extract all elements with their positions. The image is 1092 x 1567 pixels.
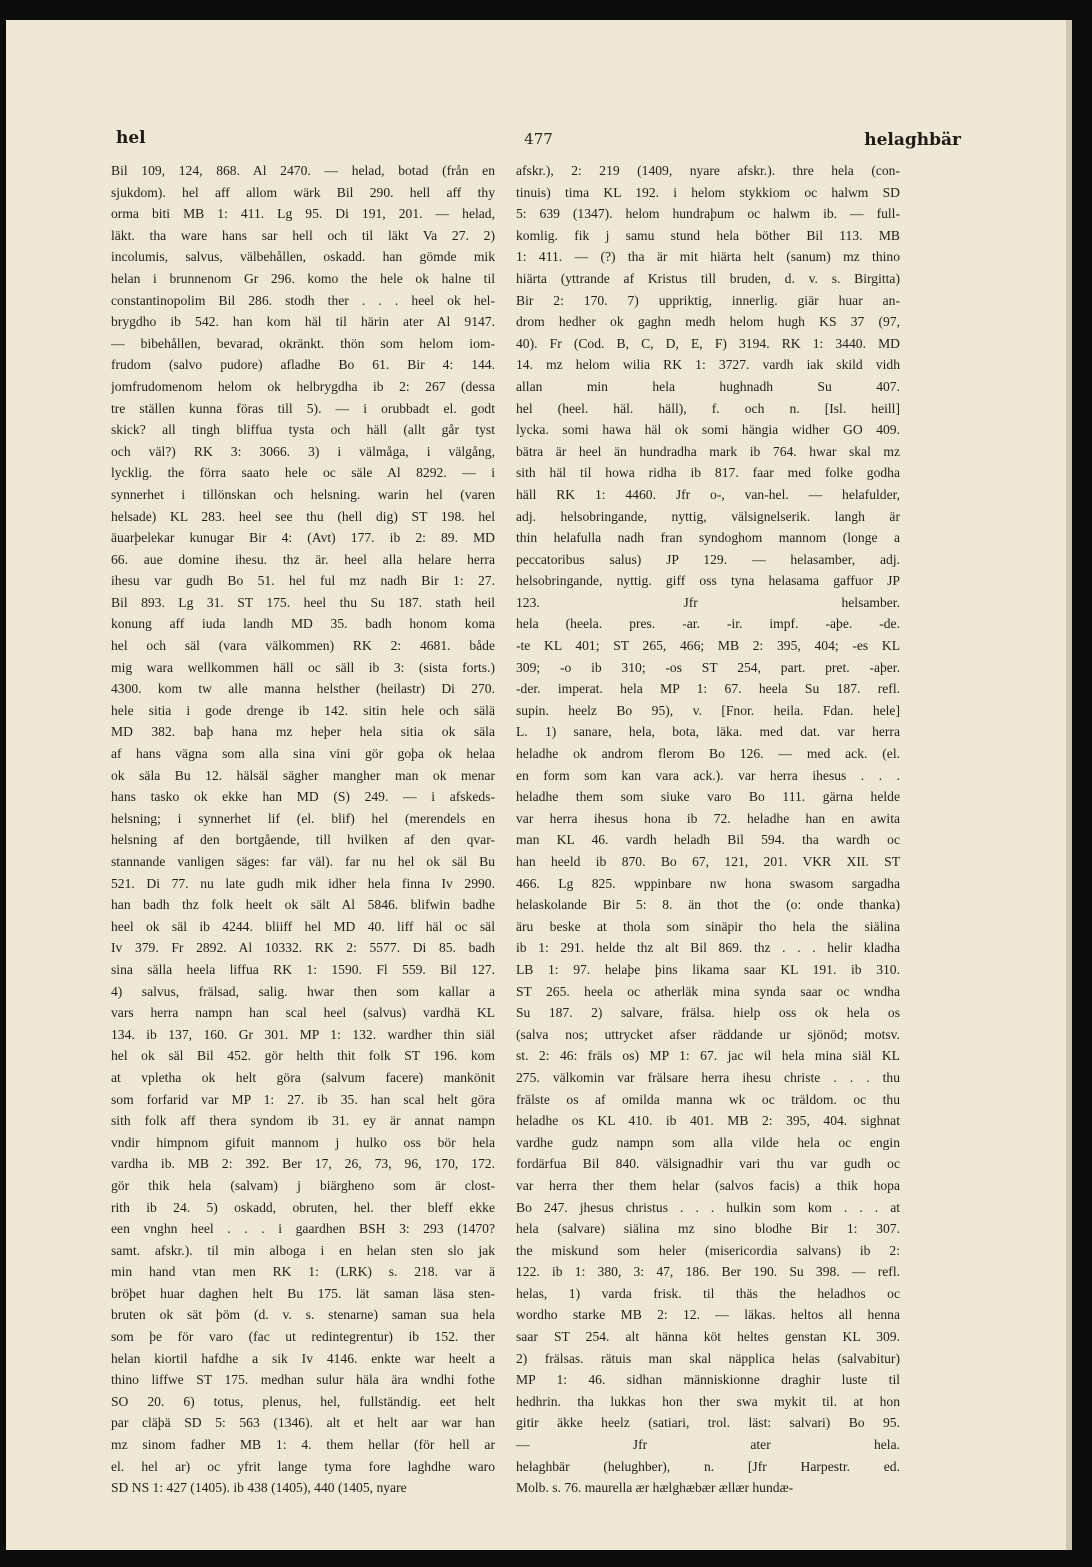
text-line: tinuis) tima KL 192. i helom stykkiom oc halwm SD <box>516 184 900 200</box>
text-line: som þe för varo (fac ut redintegrentur) ib 152. ther <box>111 1329 495 1345</box>
text-line: 122. ib 1: 380, 3: 47, 186. Ber 190. Su 398. — refl. <box>516 1264 900 1280</box>
text-line: MP 1: 46. sidhan människionne draghir luste til <box>516 1372 900 1388</box>
text-line: hela (salvare) siälina mz sino blodhe Bir 1: 307. <box>516 1221 900 1237</box>
text-line: (salva nos; uttrycket afser räddande ur sjönöd; motsv. <box>516 1026 900 1042</box>
text-line: äuarþelekar kunugar Bir 4: (Avt) 177. ib 2: 89. MD <box>111 530 495 546</box>
text-line: 134. ib 137, 160. Gr 301. MP 1: 132. wardher thin siäl <box>111 1026 495 1042</box>
text-line: st. 2: 46: fräls os) MP 1: 67. jac wil hela mina siäl KL <box>516 1048 900 1064</box>
text-line: Molb. s. 76. maurella ær hælghæbær ællær hundæ- <box>516 1480 794 1496</box>
text-line: jomfrudomenom helom ok helbrygdha ib 2: 267 (dessa <box>111 378 495 394</box>
page-sheet <box>6 20 1072 1550</box>
text-line: frudom (salvo pudore) afladhe Bo 61. Bir 4: 144. <box>111 357 495 373</box>
text-line: ST 265. heela oc atherläk mina synda saar oc wndha <box>516 983 900 999</box>
text-line: SO 20. 6) totus, plenus, hel, fullständig. eet helt <box>111 1393 495 1409</box>
text-line: -der. imperat. hela MP 1: 67. heela Su 187. refl. <box>516 681 900 697</box>
text-line: thino liffwe ST 175. medhan sulur häla ära wndhi fothe <box>111 1372 495 1388</box>
text-line: Bil 893. Lg 31. ST 175. heel thu Su 187. stath heil <box>111 594 495 610</box>
text-line: SD NS 1: 427 (1405). ib 438 (1405), 440 (1405, nyare <box>111 1480 407 1496</box>
text-line: saar ST 254. alt hänna köt heltes genstan KL 309. <box>516 1329 900 1345</box>
text-line: helan i brunnenom Gr 296. komo the hele ok halne til <box>111 270 495 286</box>
text-line: tre ställen kunna föras till 5). — i orubbadt el. godt <box>111 400 495 416</box>
text-line: bruten ok sät þöm (d. v. s. stenarne) saman sua hela <box>111 1307 495 1323</box>
text-line: hel och säl (vara välkommen) RK 2: 4681. både <box>111 638 495 654</box>
text-line: och väl?) RK 3: 3066. 3) i välmåga, i välgång, <box>111 443 495 459</box>
page-number: 477 <box>524 130 553 148</box>
text-line: orma biti MB 1: 411. Lg 95. Di 191, 201. — helad, <box>111 206 495 222</box>
text-line: adj. helsobringande, nyttig, välsignelserik. langh är <box>516 508 900 524</box>
text-line: Bil 109, 124, 868. Al 2470. — helad, botad (från en <box>111 163 495 178</box>
text-line: hel (heel. häl. häll), f. och n. [Isl. heill] <box>516 400 900 416</box>
text-line: mig wara wellkommen häll oc säll ib 3: (sista forts.) <box>111 659 495 675</box>
text-line: -te KL 401; ST 265, 466; MB 2: 395, 404; -es KL <box>516 638 900 654</box>
text-line: L. 1) sanare, hela, bota, läka. med dat. var herra <box>516 724 900 740</box>
text-line: var herra ther them helar (salvos facis) a thik hopa <box>516 1177 900 1193</box>
text-line: vars herra nampn han scal heel (salvus) vardhä KL <box>111 1005 495 1021</box>
text-line: som forfarid var MP 1: 27. ib 35. han scal helt göra <box>111 1091 495 1107</box>
text-line: hele sitia i gode drenge ib 142. sitin hele och sälä <box>111 702 495 718</box>
text-line: äru beske at thola som sinäpir tho hela the siälina <box>516 918 900 934</box>
right-column <box>516 160 900 1499</box>
text-line: ihesu var gudh Bo 51. hel ful mz nadh Bir 1: 27. <box>111 573 495 589</box>
text-line: 14. mz helom wilia RK 1: 3727. vardh iak skild vidh <box>516 357 900 373</box>
text-line: constantinopolim Bil 286. stodh ther . . . heel ok hel- <box>111 292 495 308</box>
text-line: mz sinom fadher MB 1: 4. them hellar (för hell ar <box>111 1437 495 1453</box>
text-line: een vnghn heel . . . i gaardhen BSH 3: 293 (1470? <box>111 1221 495 1237</box>
text-line: heel ok säl ib 4244. bliiff hel MD 40. liff häl oc säl <box>111 918 495 934</box>
text-line: — bibehållen, bevarad, okränkt. thön som helom iom- <box>111 335 495 351</box>
text-line: the miskund som heler (misericordia salvans) ib 2: <box>516 1242 900 1258</box>
text-line: stannande vanligen säges: far väl). far nu hel ok säl Bu <box>111 854 495 869</box>
text-line: 5: 639 (1347). helom hundraþum oc halwm ib. — full- <box>516 206 900 222</box>
text-line: sina sälla heela liffua RK 1: 1590. Fl 559. Bil 127. <box>111 961 495 977</box>
text-line: supin. heelz Bo 95), v. [Fnor. heila. Fdan. hele] <box>516 702 900 718</box>
text-line: bätra är heel än hundradha mark ib 764. hwar skal mz <box>516 443 900 459</box>
text-line: thin helafulla nadh fran syndoghom mannom (longe a <box>516 530 900 546</box>
text-line: Bir 2: 170. 7) uppriktig, innerlig. giär huar an- <box>516 292 900 308</box>
text-line: hela (heela. pres. -ar. -ir. impf. -aþe. -de. <box>516 616 900 632</box>
header-right-guide-word: helaghbär <box>864 130 961 150</box>
text-line: han heeld ib 870. Bo 67, 121, 201. VKR XII. ST <box>516 854 900 869</box>
text-line: 2) frälsas. rätuis man skal näpplica helas (salvabitur) <box>516 1350 900 1366</box>
text-line: gör thik hela (salvam) j biärgheno som är clost- <box>111 1177 495 1193</box>
text-line: samt. afskr.). til min alboga i en helan sten slo jak <box>111 1242 495 1258</box>
text-line: man KL 46. vardh heladh Bil 594. tha wardh oc <box>516 832 900 848</box>
text-line: bröþet huar daghen helt Bu 175. lät saman läsa sten- <box>111 1285 495 1301</box>
text-line: wordho starke MB 2: 12. — läkas. heltos all henna <box>516 1307 900 1323</box>
text-line: heladhe os KL 410. ib 401. MB 2: 395, 404. sighnat <box>516 1113 900 1129</box>
text-line: hedhrin. tha lukkas hon ther swa mykit til. at hon <box>516 1393 900 1409</box>
text-line: Su 187. 2) salvare, frälsa. hielp oss ok hela os <box>516 1005 900 1021</box>
text-line: min hand vtan men RK 1: (LRK) s. 218. var ä <box>111 1264 495 1280</box>
text-line: 123. Jfr helsamber. <box>516 594 900 610</box>
text-line: fordärfua Bil 840. välsignadhir vari thu var gudh oc <box>516 1156 900 1172</box>
text-line: 4300. kom tw alle manna helsther (heilastr) Di 270. <box>111 681 495 697</box>
text-line: — Jfr ater hela. <box>516 1437 900 1453</box>
text-line: helsade) KL 283. heel see thu (hell dig) ST 198. hel <box>111 508 495 524</box>
text-line: Iv 379. Fr 2892. Al 10332. RK 2: 5577. Di 85. badh <box>111 940 495 956</box>
text-line: rith ib 24. 5) oskadd, obruten, hel. ther bleff ekke <box>111 1199 495 1215</box>
text-line: 66. aue domine ihesu. thz är. heel alla helare herra <box>111 551 495 567</box>
text-line: ib 1: 291. helde thz alt Bil 869. thz . . . helir kladha <box>516 940 900 956</box>
text-line: en form som kan vara ack.). var herra ihesus . . . <box>516 767 900 783</box>
text-line: par cläþä SD 5: 563 (1346). alt et helt aar war han <box>111 1415 495 1431</box>
text-line: lycklig. the förra saato hele oc säle Al 8292. — i <box>111 465 495 481</box>
left-column <box>111 160 495 1499</box>
text-line: peccatoribus salus) JP 129. — helasamber, adj. <box>516 551 900 567</box>
header-left-guide-word: hel <box>116 128 146 148</box>
text-line: hiärta (yttrande af Kristus till bruden, d. v. s. Birgitta) <box>516 270 900 286</box>
text-line: läkt. tha ware hans sar hell och til läkt Va 27. 2) <box>111 227 495 243</box>
text-line: frälste os af omilda manna wk oc träldom. oc thu <box>516 1091 900 1107</box>
text-line: 309; -o ib 310; -os ST 254, part. pret. -aþer. <box>516 659 900 675</box>
text-line: incolumis, salvus, välbehållen, oskadd. han gömde mik <box>111 249 495 265</box>
text-line: MD 382. baþ hana mz heþer hela sitia ok säla <box>111 724 495 740</box>
text-line: vardha ib. MB 2: 392. Ber 17, 26, 73, 96, 170, 172. <box>111 1156 495 1172</box>
text-line: heladhe ok androm flerom Bo 126. — med ack. (el. <box>516 746 900 762</box>
text-line: lycka. somi hawa häl ok somi hängia widher GO 409. <box>516 422 900 438</box>
text-line: konung aff iuda landh MD 35. badh honom koma <box>111 616 495 632</box>
text-line: drom hedher ok gaghn medh helom hugh KS 37 (97, <box>516 314 900 330</box>
text-line: Bo 247. jhesus christus . . . hulkin som kom . . . at <box>516 1199 900 1215</box>
text-line: afskr.), 2: 219 (1409, nyare afskr.). thre hela (con- <box>516 163 900 178</box>
text-line: helsning af den bortgående, till hvilken af den qvar- <box>111 832 495 848</box>
text-line: häll RK 1: 4460. Jfr o-, van-hel. — helafulder, <box>516 486 900 502</box>
text-line: vndir himpnom gifuit mannom j hulko oss bör hela <box>111 1134 495 1150</box>
text-line: LB 1: 97. helaþe þins likama saar KL 191. ib 310. <box>516 961 900 977</box>
text-line: 521. Di 77. nu late gudh mik idher hela finna Iv 2990. <box>111 875 495 891</box>
text-line: sith häl til howa ridha ib 817. faar med folke godha <box>516 465 900 481</box>
text-line: komlig. fik j samu stund hela böther Bil 113. MB <box>516 227 900 243</box>
text-line: helaskolande Bir 5: 8. än thot the (o: onde thanka) <box>516 897 900 913</box>
text-line: helsobringande, nyttig. giff oss tyna helasama gaffuor JP <box>516 573 900 589</box>
text-line: helas, 1) varda frisk. til thäs the heladhos oc <box>516 1285 900 1301</box>
text-line: skick? all tingh bliffua tysta och häll (allt går tyst <box>111 422 495 438</box>
text-line: hel ok säl Bil 452. gör helth thit folk ST 196. kom <box>111 1048 495 1064</box>
text-line: helaghbär (helughber), n. [Jfr Harpestr. ed. <box>516 1458 900 1474</box>
text-line: var herra ihesus hona ib 72. heladhe han en awita <box>516 810 900 826</box>
text-line: hans tasko ok ekke han MD (S) 249. — i afskeds- <box>111 789 495 805</box>
text-line: at vpletha ok helt göra (salvum facere) mankönit <box>111 1069 495 1085</box>
text-line: sith folk aff thera syndom ib 31. ey är annat nampn <box>111 1113 495 1129</box>
text-line: 4) salvus, frälsad, salig. hwar then som kallar a <box>111 983 495 999</box>
text-line: el. hel ar) oc yfrit lange tyma fore laghdhe waro <box>111 1458 495 1474</box>
text-line: 40). Fr (Cod. B, C, D, E, F) 3194. RK 1: 3440. MD <box>516 335 900 351</box>
text-line: 1: 411. — (?) tha är mit hiärta helt (sanum) mz thino <box>516 249 900 265</box>
text-line: ok säla Bu 12. hälsäl sägher mangher man ok menar <box>111 767 495 783</box>
text-line: allan min hela hughnadh Su 407. <box>516 378 900 394</box>
text-line: gitir äkke heelz (satiari, trol. läst: salvari) Bo 95. <box>516 1415 900 1431</box>
text-line: 275. välkomin var frälsare herra ihesu christe . . . thu <box>516 1069 900 1085</box>
text-line: han badh thz folk heelt ok sält Al 5846. blifwin badhe <box>111 897 495 913</box>
text-line: helan kiortil hafdhe a sik Iv 4146. enkte war heelt a <box>111 1350 495 1366</box>
text-line: af hans vägna som alla sina vini gör goþa ok helaa <box>111 746 495 762</box>
text-line: helsning; i synnerhet lif (el. blif) hel (merendels en <box>111 810 495 826</box>
text-line: 466. Lg 825. wppinbare nw hona swasom sargadha <box>516 875 900 891</box>
text-line: brygdho ib 542. han kom häl til härin ater Al 9147. <box>111 314 495 330</box>
text-line: synnerhet i tillönskan och helsning. warin hel (varen <box>111 486 495 502</box>
text-line: vardhe gudz nampn som alla vilde hela oc engin <box>516 1134 900 1150</box>
text-line: sjukdom). hel aff allom wärk Bil 290. hell aff thy <box>111 184 495 200</box>
text-line: heladhe them som siuke varo Bo 111. gärna helde <box>516 789 900 805</box>
